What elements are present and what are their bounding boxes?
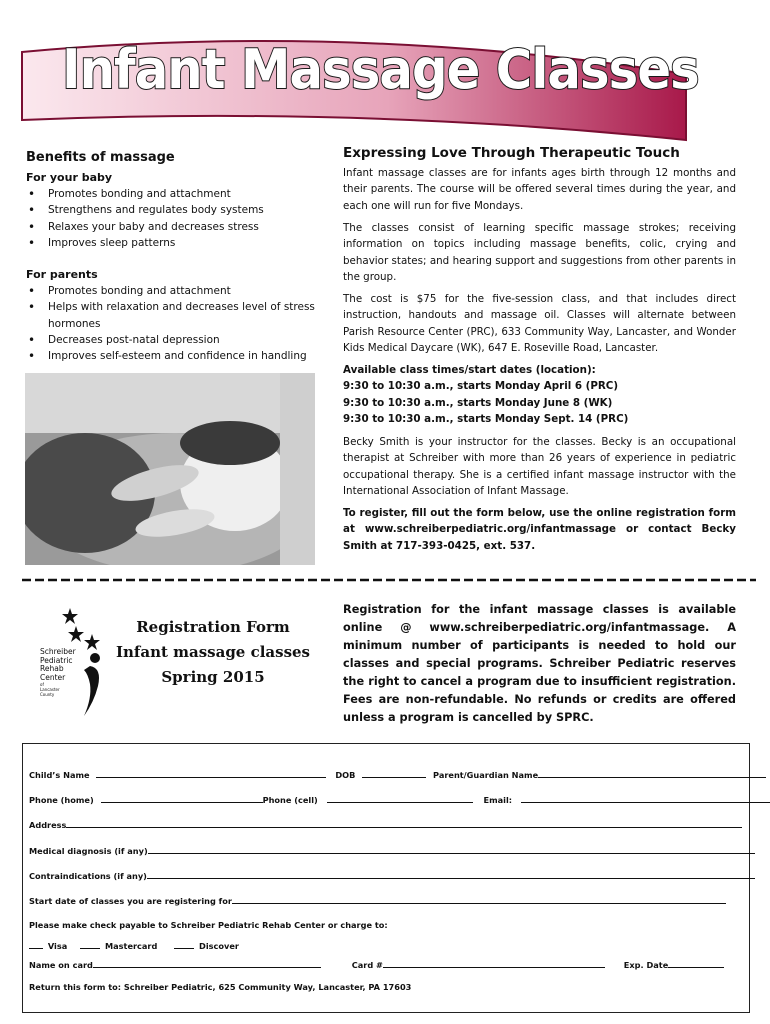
- list-item: • Decreases post-natal depression: [26, 332, 326, 348]
- baby-label: For your baby: [26, 171, 113, 184]
- dob-label: DOB: [335, 770, 356, 780]
- discover-checkbox[interactable]: [174, 939, 194, 949]
- cut-divider: [22, 577, 756, 583]
- exp-date-field[interactable]: [668, 958, 724, 968]
- diagnosis-label: Medical diagnosis (if any): [29, 846, 148, 856]
- list-item: • Improves sleep patterns: [26, 235, 326, 251]
- exp-date-label: Exp. Date: [623, 960, 669, 970]
- address-label: Address: [29, 820, 67, 830]
- logo-text: Lancaster: [40, 687, 60, 692]
- register-paragraph: To register, fill out the form below, use the online registration form at www.schreiberpediatric.org/infantmassage or contact Becky Smith at 717-393-0425, ext. 537.: [343, 507, 736, 552]
- cost-paragraph: The cost is $75 for the five-session class, and that includes direct instruction, handouts and massage oil. Classes will alternate between Parish Resource Center (PRC), 633 Community Way, Lancaster, and Wonder Kids Medical Daycare (WK), 647 E. Roseville Road, Lancaster.: [343, 293, 736, 355]
- return-address: Return this form to: Schreiber Pediatric, 625 Community Way, Lancaster, PA 17603: [29, 982, 412, 992]
- list-item: 9:30 to 10:30 a.m., starts Monday April 6 (PRC): [343, 380, 619, 393]
- dob-field[interactable]: [362, 768, 426, 778]
- registration-season: Spring 2015: [161, 668, 265, 686]
- right-heading: Expressing Love Through Therapeutic Touch: [343, 145, 680, 161]
- logo-text: Schreiber: [40, 647, 76, 656]
- card-number-label: Card #: [351, 960, 383, 970]
- list-item: • Promotes bonding and attachment: [26, 283, 326, 299]
- logo-text: Center: [40, 672, 66, 682]
- visa-label: Visa: [47, 941, 68, 951]
- start-date-field[interactable]: [232, 894, 726, 904]
- guardian-field[interactable]: [538, 768, 766, 778]
- logo-text: of: [40, 682, 44, 687]
- mastercard-label: Mastercard: [104, 941, 158, 951]
- list-item: 9:30 to 10:30 a.m., starts Monday Sept. 14 (PRC): [343, 413, 629, 426]
- instructor-paragraph: Becky Smith is your instructor for the classes. Becky is an occupational therapist at Schreiber with more than 26 years of experience in pediatric occupational therapy. She is a certified infant massage instructor with the International Association of Infant Massage.: [343, 436, 736, 498]
- card-number-field[interactable]: [383, 958, 605, 968]
- payable-text: Please make check payable to Schreiber Pediatric Rehab Center or charge to:: [29, 920, 388, 930]
- child-name-label: Child’s Name: [29, 770, 90, 780]
- parent-benefits: [26, 268, 326, 364]
- list-item: • Improves self-esteem and confidence in handling: [26, 348, 326, 364]
- benefits-heading: Benefits of massage: [26, 150, 175, 165]
- name-on-card-label: Name on card: [29, 960, 93, 970]
- diagnosis-field[interactable]: [148, 844, 755, 854]
- list-item: 9:30 to 10:30 a.m., starts Monday June 8 (WK): [343, 396, 613, 409]
- phone-cell-field[interactable]: [327, 793, 473, 803]
- name-on-card-field[interactable]: [93, 958, 321, 968]
- list-item: • Relaxes your baby and decreases stress: [26, 219, 326, 235]
- logo-text: County: [40, 692, 55, 697]
- logo-text: Rehab: [40, 664, 64, 673]
- list-item: • Helps with relaxation and decreases level of stress hormones: [26, 299, 326, 332]
- phone-home-field[interactable]: [101, 793, 263, 803]
- mastercard-checkbox[interactable]: [80, 939, 100, 949]
- contraindications-field[interactable]: [147, 869, 755, 879]
- page-title: Infant Massage Classes: [62, 38, 699, 101]
- discover-label: Discover: [199, 941, 239, 951]
- start-date-label: Start date of classes you are registering for: [29, 896, 232, 906]
- email-label: Email:: [483, 795, 513, 805]
- intro-paragraph: Infant massage classes are for infants ages birth through 12 months and their parents. The course will be offered several times during the year, and each one will run for five Mondays.: [343, 167, 736, 212]
- list-item: • Promotes bonding and attachment: [26, 186, 326, 202]
- list-item: • Strengthens and regulates body systems: [26, 202, 326, 218]
- registration-note: Registration for the infant massage classes is available online @ www.schreiberpediatric.org/infantmassage. A minimum number of participants is needed to hold our classes and special programs. Schreiber Pediatric reserves the right to cancel a program due to insufficient registration. Fees are non-refundable. No refunds or credits are offered unless a program is cancelled by SPRC.: [343, 603, 736, 724]
- registration-form: [22, 743, 750, 1013]
- class-times: [343, 362, 736, 428]
- phone-home-label: Phone (home): [29, 795, 94, 805]
- registration-titles: [108, 615, 318, 690]
- parents-label: For parents: [26, 268, 98, 281]
- registration-title: Registration Form: [136, 618, 290, 636]
- times-label: Available class times/start dates (location):: [343, 364, 596, 376]
- contraindications-label: Contraindications (if any): [29, 871, 147, 881]
- logo: [40, 606, 110, 721]
- visa-checkbox[interactable]: [29, 939, 43, 949]
- baby-massage-photo: [25, 373, 315, 565]
- address-field[interactable]: [66, 818, 742, 828]
- guardian-label: Parent/Guardian Name: [433, 770, 539, 780]
- registration-subtitle: Infant massage classes: [115, 643, 311, 661]
- logo-text: Pediatric: [40, 655, 73, 665]
- baby-benefits: [26, 171, 326, 251]
- email-field[interactable]: [521, 793, 770, 803]
- phone-cell-label: Phone (cell): [262, 795, 318, 805]
- child-name-field[interactable]: [96, 768, 326, 778]
- classes-paragraph: The classes consist of learning specific massage strokes; receiving information on topics including massage benefits, colic, crying and behavior states; and hearing support and suggestions from other parents in the group.: [343, 222, 736, 284]
